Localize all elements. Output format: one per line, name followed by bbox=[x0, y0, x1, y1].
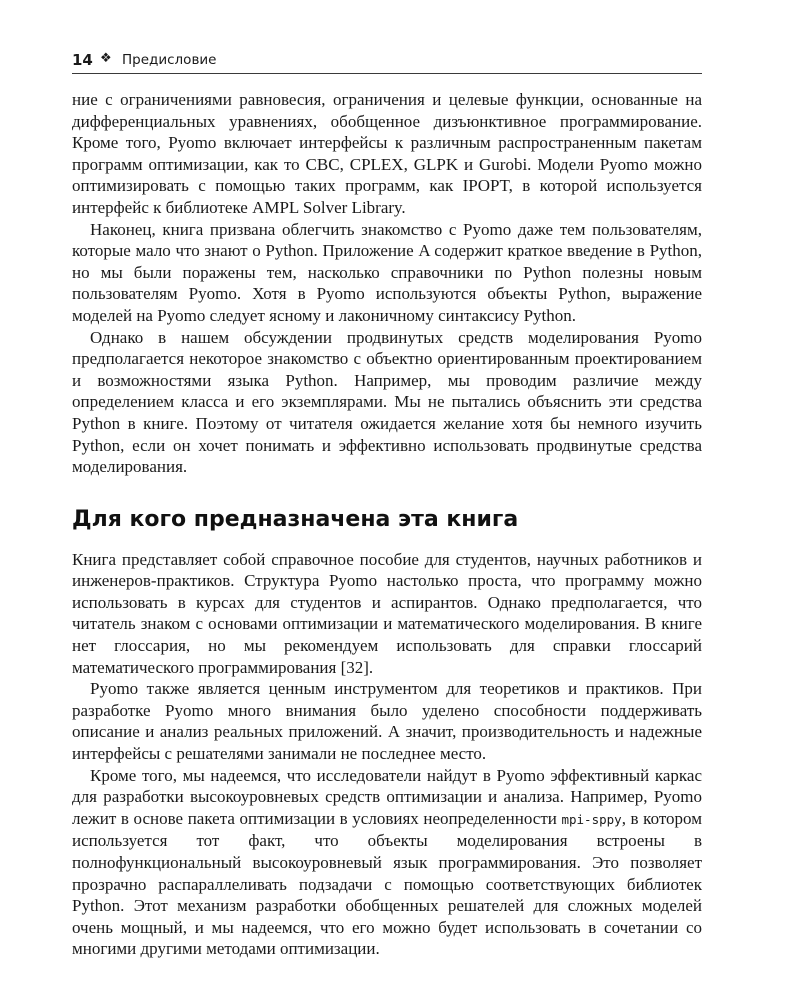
section-heading: Для кого предназначена эта книга bbox=[72, 506, 519, 532]
audience-paragraph-1: Книга представляет собой справочное пособие для студентов, научных работников и инженеров-практиков. Структура Pyomo настолько проста, что программу можно использовать в курсах для студентов и аспирантов. Однако предполагается, что читатель знаком с основами оптимизации и математического моделирования. В книге нет глоссария, но мы рекомендуем использовать для справки глоссарий математического программирования [32]. bbox=[72, 549, 702, 677]
paragraph-text-end: , в котором используется тот факт, что объекты моделирования встроены в полнофункциональный высокоуровневый язык программирования. Это позволяет прозрачно распараллеливать подзадачи с помощью соответствующих библиотек Python. Этот механизм разработки обобщенных решателей для сложных моделей очень мощный, и мы надеемся, что его можно будет использовать в сочетании со многими другими методами оптимизации. bbox=[72, 808, 702, 959]
audience-paragraph-2: Pyomo также является ценным инструментом для теоретиков и практиков. При разработке Pyomo много внимания было уделено способности поддерживать описание и анализ реальных приложений. А значит, производительность и надежные интерфейсы с решателями занимали не последнее место. bbox=[72, 679, 702, 764]
intro-paragraph-2: Наконец, книга призвана облегчить знакомство с Pyomo даже тем пользователям, которые мало что знают о Python. Приложение A содержит краткое введение в Python, но мы были поражены тем, насколько справочники по Python полезны новым пользователям Pyomo. Хотя в Pyomo используются объекты Python, выражение моделей на Pyomo следует ясному и лаконичному синтаксису Python. bbox=[72, 219, 702, 325]
page-number: 14 bbox=[72, 51, 93, 69]
intro-paragraph-1: ние с ограничениями равновесия, ограничения и целевые функции, основанные на дифференциальных уравнениях, обобщенное дизъюнктивное программирование. Кроме того, Pyomo включает интерфейсы к различным распространенным пакетам программ оптимизации, как то CBC, CPLEX, GLPK и Gurobi. Модели Pyomo можно оптимизировать с помощью таких программ, как IPOPT, в которой используется интерфейс к библиотеке AMPL Solver Library. bbox=[72, 90, 702, 217]
section-title: Предисловие bbox=[122, 52, 217, 68]
intro-paragraph-3: Однако в нашем обсуждении продвинутых средств моделирования Pyomo предполагается некоторое знакомство с объектно ориентированным проектированием и возможностями языка Python. Например, мы проводим различие между определением класса и его экземплярами. Мы не пытались объяснить эти средства Python в книге. Поэтому от читателя ожидается желание хотя бы немного изучить Python, если он хочет понимать и эффективно использовать продвинутые средства моделирования. bbox=[72, 327, 702, 477]
inline-code: mpi-sppy bbox=[561, 811, 622, 827]
page-body bbox=[72, 89, 702, 960]
audience-paragraph-3 bbox=[72, 765, 702, 960]
running-header bbox=[72, 49, 702, 74]
paragraph-text-start: Кроме того, мы надеемся, что исследователи найдут в Pyomo эффективный каркас для разработки высокоуровневых средств оптимизации и анализа. Например, Pyomo лежит в основе пакета оптимизации в условиях неопределенности bbox=[72, 765, 702, 828]
ornament-icon: ❖ bbox=[100, 51, 112, 66]
